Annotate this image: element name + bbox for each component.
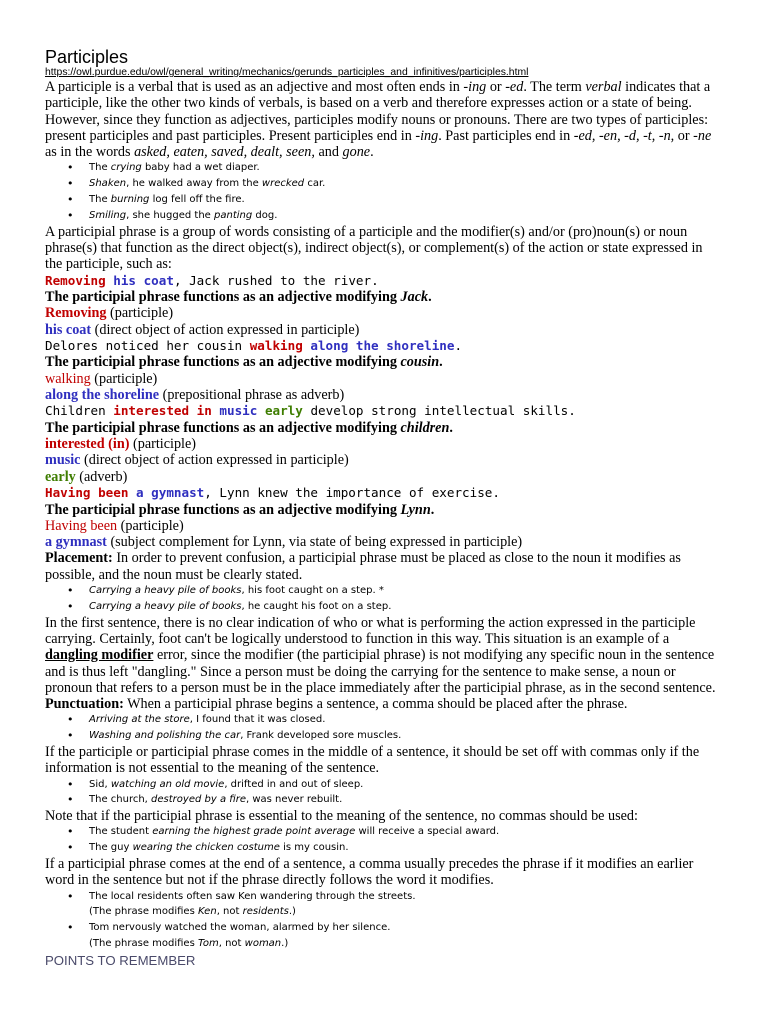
list-item [89, 889, 723, 921]
punctuation-examples-list [45, 712, 723, 744]
text-span: error, since the modifier (the participial phrase) is not modifying any specific noun in the sentence and is thus left "dangling." Since a person must be doing the carrying for the sentence to make sense, a noun or pronoun that refers to a person must be in the place immediately after the participial phrase, as in the second sentence. [45, 647, 716, 696]
list-item [89, 160, 723, 176]
text-span: Having been [45, 517, 118, 534]
text-span: his coat [113, 272, 174, 288]
example-sentence-4 [45, 485, 723, 502]
text-span: The participial phrase functions as an adjective modifying [45, 354, 401, 371]
phrase-definition: A participial phrase is a group of words consisting of a participle and the modifier(s) and/or (pro)noun(s) or noun phrase(s) that function as the direct object(s), indirect object(s), or complement(s) of the action or state expressed in the participle, such as: [45, 223, 703, 273]
text-span: Tom [197, 938, 219, 950]
middle-of-sentence-paragraph: If the participle or participial phrase comes in the middle of a sentence, it should be set off with commas only if the information is not essential to the meaning of the sentence. [45, 743, 700, 777]
text-span: In the first sentence, there is no clear indication of who or what is performing the action expressed in the participle carrying. Certainly, foot can't be logically understood to function in this way. This situation is an example of a [45, 614, 696, 647]
text-span: The student [89, 826, 153, 838]
text-span: In order to prevent confusion, a participial phrase must be placed as close to the noun it modifies as possible, and the noun must be clearly stated. [45, 550, 681, 583]
text-span: . [430, 501, 435, 518]
text-span: Smiling [89, 209, 127, 221]
text-span: , not [216, 906, 243, 918]
label-line [45, 518, 723, 534]
text-span: log fell off the fire. [149, 194, 245, 206]
label-line [45, 305, 723, 321]
label-line [45, 469, 723, 485]
text-span: interested in [113, 403, 212, 419]
text-span: residents [242, 906, 289, 918]
text-span: panting [214, 209, 253, 221]
text-span: The participial phrase functions as an adjective modifying [45, 419, 401, 436]
label-line [45, 436, 723, 452]
text-span: is my cousin. [279, 842, 349, 854]
document-page [45, 47, 723, 969]
text-span: The participial phrase functions as an adjective modifying [45, 289, 401, 306]
intro-ed: -ed [505, 79, 524, 95]
text-span: wearing the chicken costume [132, 842, 280, 854]
text-span: wrecked [261, 178, 305, 190]
text-span: , he walked away from the [126, 178, 262, 190]
example-sentence-1 [45, 273, 723, 290]
essential-examples-list [45, 824, 723, 856]
text-span: The church, [89, 794, 152, 806]
text-span: Carrying a heavy pile of books [89, 600, 242, 612]
text-span: . [439, 354, 443, 371]
intro-verbal: verbal [585, 79, 622, 95]
text-span: .) [281, 938, 289, 950]
text-span [89, 904, 723, 920]
text-span: (direct object of action expressed in participle) [80, 452, 349, 469]
label-line [45, 387, 723, 403]
text-span: watching an old movie [110, 778, 225, 790]
list-item [89, 840, 723, 856]
text-span: Placement: [45, 550, 113, 567]
text-span: Children [45, 403, 114, 419]
text-span: , I found that it was closed. [189, 714, 326, 726]
punctuation-paragraph [45, 696, 723, 712]
dangling-modifier-term: dangling modifier [45, 647, 154, 664]
intro-text: or [674, 127, 694, 144]
text-span: , Jack rushed to the river. [173, 272, 379, 288]
function-note-3 [45, 420, 723, 436]
text-span: , drifted in and out of sleep. [224, 778, 364, 790]
text-span: . [449, 419, 453, 436]
text-span: (adverb) [75, 468, 128, 485]
text-span: Carrying a heavy pile of books [89, 585, 242, 597]
text-span: Ken [197, 906, 217, 918]
text-span: .) [288, 906, 296, 918]
text-span: Shaken [89, 178, 127, 190]
list-item [89, 208, 723, 224]
intro-text: . The term [523, 79, 586, 95]
text-span: The [89, 162, 111, 174]
function-note-4 [45, 502, 723, 518]
text-span: Removing [45, 272, 106, 288]
text-span: destroyed by a fire [151, 794, 246, 806]
text-span: crying [110, 162, 142, 174]
text-span: (participle) [106, 305, 174, 322]
intro-ne: -ne [693, 127, 712, 144]
text-span: When a participial phrase begins a sentence, a comma should be placed after the phrase. [123, 696, 628, 713]
text-span: (participle) [129, 436, 197, 453]
ending-examples-list [45, 889, 723, 952]
text-span: along the shoreline [310, 337, 455, 353]
text-span: a gymnast [45, 534, 107, 551]
list-item [89, 176, 723, 192]
text-span: The [89, 194, 111, 206]
text-span: will receive a special award. [355, 826, 500, 838]
text-span: (participle) [117, 517, 184, 534]
text-span: (prepositional phrase as adverb) [159, 387, 345, 404]
list-item [89, 920, 723, 952]
label-line [45, 452, 723, 468]
text-span: Jack [400, 289, 429, 306]
label-line [45, 322, 723, 338]
text-span: car. [304, 178, 326, 190]
text-span: , his foot caught on a step. * [241, 585, 384, 597]
text-span: Punctuation: [45, 696, 124, 713]
text-span: . [428, 289, 432, 306]
text-span: early [264, 403, 303, 419]
text-span: , Lynn knew the importance of exercise. [204, 485, 500, 501]
intro-endings: -ed, -en, -d, -t, -n, [573, 127, 675, 144]
label-line [45, 371, 723, 387]
text-span: The guy [89, 842, 133, 854]
intro-text: and [314, 144, 343, 161]
text-span: along the shoreline [45, 387, 160, 404]
text-span: develop strong intellectual skills. [302, 403, 576, 419]
function-note-1 [45, 289, 723, 305]
text-span: cousin [400, 354, 440, 371]
text-span: • Tom nervously watched the woman, alarmed by her silence. [89, 922, 391, 934]
text-span: , was never rebuilt. [245, 794, 343, 806]
intro-text: . [370, 144, 374, 161]
text-span: earning the highest grade point average [152, 826, 356, 838]
placement-paragraph [45, 550, 723, 583]
text-span: music [219, 403, 258, 419]
list-item [89, 792, 723, 808]
text-span: (direct object of action expressed in participle) [91, 321, 360, 338]
text-span: Lynn [400, 501, 431, 518]
text-span: burning [110, 194, 150, 206]
intro-text: as in the words [45, 144, 135, 161]
text-span: (subject complement for Lynn, via state of being expressed in participle) [106, 534, 523, 551]
text-span: Delores noticed her cousin [45, 337, 250, 353]
label-line [45, 534, 723, 550]
intro-text: indicates that a participle, like the other two kinds of verbals, is based on a verb and therefore expresses action or a state of being. However, since they function as adjectives, participles modify nouns or pronouns. There are two types of participles: present participles and past participles. Present participles end in [45, 79, 711, 144]
list-item [89, 712, 723, 728]
middle-examples-list [45, 777, 723, 809]
end-of-sentence-paragraph: If a participial phrase comes at the end of a sentence, a comma usually precedes the phrase if it modifies an earlier word in the sentence but not if the phrase directly follows the word it modifies. [45, 856, 694, 889]
intro-ing: -ing [415, 127, 439, 144]
text-span: • The local residents often saw Ken wandering through the streets. [89, 890, 416, 902]
placement-examples-list [45, 583, 723, 615]
list-item [89, 192, 723, 208]
intro-gone: gone [342, 144, 371, 161]
text-span: early [45, 468, 76, 485]
points-to-remember-heading: POINTS TO REMEMBER [45, 952, 196, 968]
text-span: walking [45, 370, 91, 387]
text-span: baby had a wet diaper. [141, 162, 260, 174]
text-span: , not [218, 938, 245, 950]
text-span: , Frank developed sore muscles. [240, 730, 402, 742]
text-span: Removing [45, 305, 107, 322]
text-span: Sid, [89, 778, 111, 790]
text-span: . [454, 337, 463, 353]
example-sentence-2 [45, 338, 723, 355]
page-title: Participles [45, 47, 129, 67]
intro-ing: -ing [463, 79, 487, 95]
text-span: interested (in) [45, 436, 130, 453]
text-span: The participial phrase functions as an adjective modifying [45, 501, 401, 518]
text-span: (participle) [90, 370, 158, 387]
list-item [89, 728, 723, 744]
list-item [89, 777, 723, 793]
source-link[interactable]: https://owl.purdue.edu/owl/general_writing/mechanics/gerunds_participles_and_infinitives/participles.html [45, 67, 529, 78]
text-span: music [45, 452, 81, 469]
list-item [89, 824, 723, 840]
text-span: Arriving at the store [89, 714, 190, 726]
text-span: children [400, 419, 450, 436]
text-span [89, 936, 723, 952]
participle-examples-list [45, 160, 723, 223]
text-span: Having been [45, 485, 129, 501]
intro-paragraph [45, 79, 723, 160]
text-span: (The phrase modifies [89, 906, 198, 918]
text-span: Washing and polishing the car [89, 730, 241, 742]
text-span: walking [249, 337, 303, 353]
list-item [89, 583, 723, 599]
text-span: , she hugged the [126, 209, 214, 221]
intro-text: or [486, 79, 506, 95]
intro-text: . Past participles end in [438, 127, 574, 144]
text-span: dog. [252, 209, 278, 221]
function-note-2 [45, 354, 723, 370]
list-item [89, 599, 723, 615]
text-span: his coat [45, 321, 92, 338]
example-sentence-3 [45, 403, 723, 420]
intro-words: asked, eaten, saved, dealt, seen, [134, 144, 315, 161]
intro-text: A participle is a verbal that is used as an adjective and most often ends in [45, 79, 464, 95]
text-span: (The phrase modifies [89, 938, 198, 950]
text-span: a gymnast [136, 485, 205, 501]
text-span: woman [244, 938, 282, 950]
essential-paragraph: Note that if the participial phrase is essential to the meaning of the sentence, no commas should be used: [45, 808, 638, 825]
text-span: , he caught his foot on a step. [241, 600, 392, 612]
dangling-explanation [45, 615, 723, 696]
